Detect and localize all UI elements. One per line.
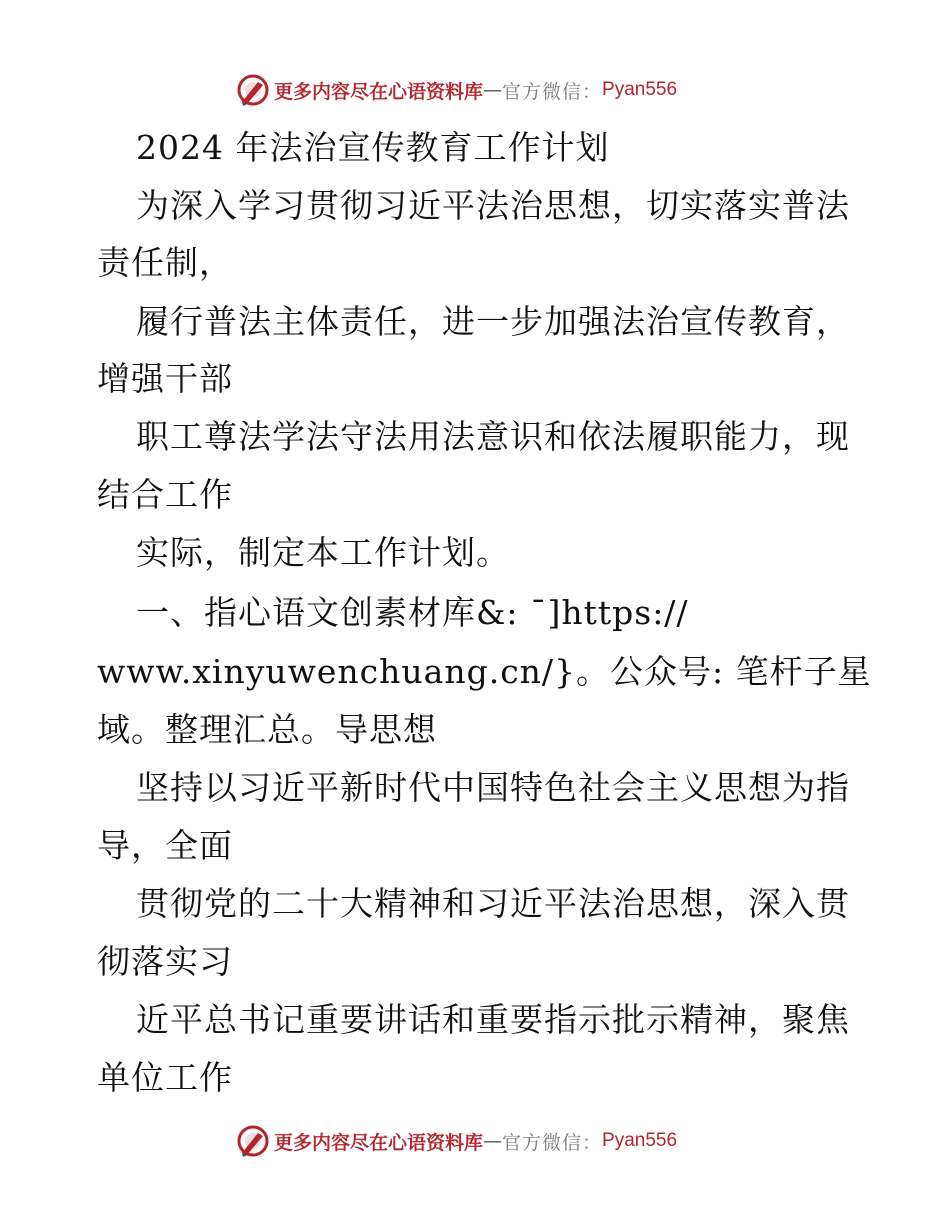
document-title: 2024 年法治宣传教育工作计划 bbox=[136, 128, 610, 167]
header-banner-text: 更多内容尽在心语资料库 bbox=[274, 80, 484, 103]
footer-banner bbox=[236, 1124, 677, 1158]
paragraph-line: 职工尊法学法守法用法意识和依法履职能力，现 bbox=[136, 417, 850, 456]
paragraph-line: 贯彻党的二十大精神和习近平法治思想，深入贯 bbox=[136, 884, 850, 923]
header-wechat-label: 官方微信： bbox=[502, 80, 603, 103]
paragraph-line: 履行普法主体责任，进一步加强法治宣传教育， bbox=[136, 302, 850, 341]
paragraph-line: 责任制， bbox=[97, 243, 233, 282]
footer-banner-text: 更多内容尽在心语资料库 bbox=[274, 1131, 484, 1154]
pen-logo-icon bbox=[236, 1124, 270, 1158]
footer-wechat-label: 官方微信： bbox=[502, 1131, 603, 1154]
paragraph-line: 结合工作 bbox=[97, 475, 233, 514]
paragraph-line: 域。整理汇总。导思想 bbox=[97, 710, 437, 749]
paragraph-line: 近平总书记重要讲话和重要指示批示精神，聚焦 bbox=[136, 1000, 850, 1039]
paragraph-line: 实际，制定本工作计划。 bbox=[136, 533, 510, 572]
paragraph-line: 单位工作 bbox=[97, 1058, 233, 1097]
footer-wechat-id: Pyan556 bbox=[602, 1130, 678, 1151]
paragraph-line: www.xinyuwenchuang.cn/}。公众号: 笔杆子星 bbox=[97, 652, 872, 691]
paragraph-line: 增强干部 bbox=[97, 359, 233, 398]
paragraph-line: 彻落实习 bbox=[97, 942, 233, 981]
header-banner bbox=[236, 73, 677, 107]
pen-logo-icon bbox=[236, 73, 270, 107]
paragraph-line: 为深入学习贯彻习近平法治思想，切实落实普法 bbox=[136, 186, 850, 225]
paragraph-line: 坚持以习近平新时代中国特色社会主义思想为指 bbox=[136, 768, 850, 807]
paragraph-line: 导，全面 bbox=[97, 826, 233, 865]
header-banner-dash: — bbox=[483, 79, 503, 101]
header-wechat-id: Pyan556 bbox=[602, 79, 678, 100]
footer-banner-dash: — bbox=[483, 1130, 503, 1152]
paragraph-line: 一、指心语文创素材库&: ¯]https:// bbox=[136, 593, 689, 632]
